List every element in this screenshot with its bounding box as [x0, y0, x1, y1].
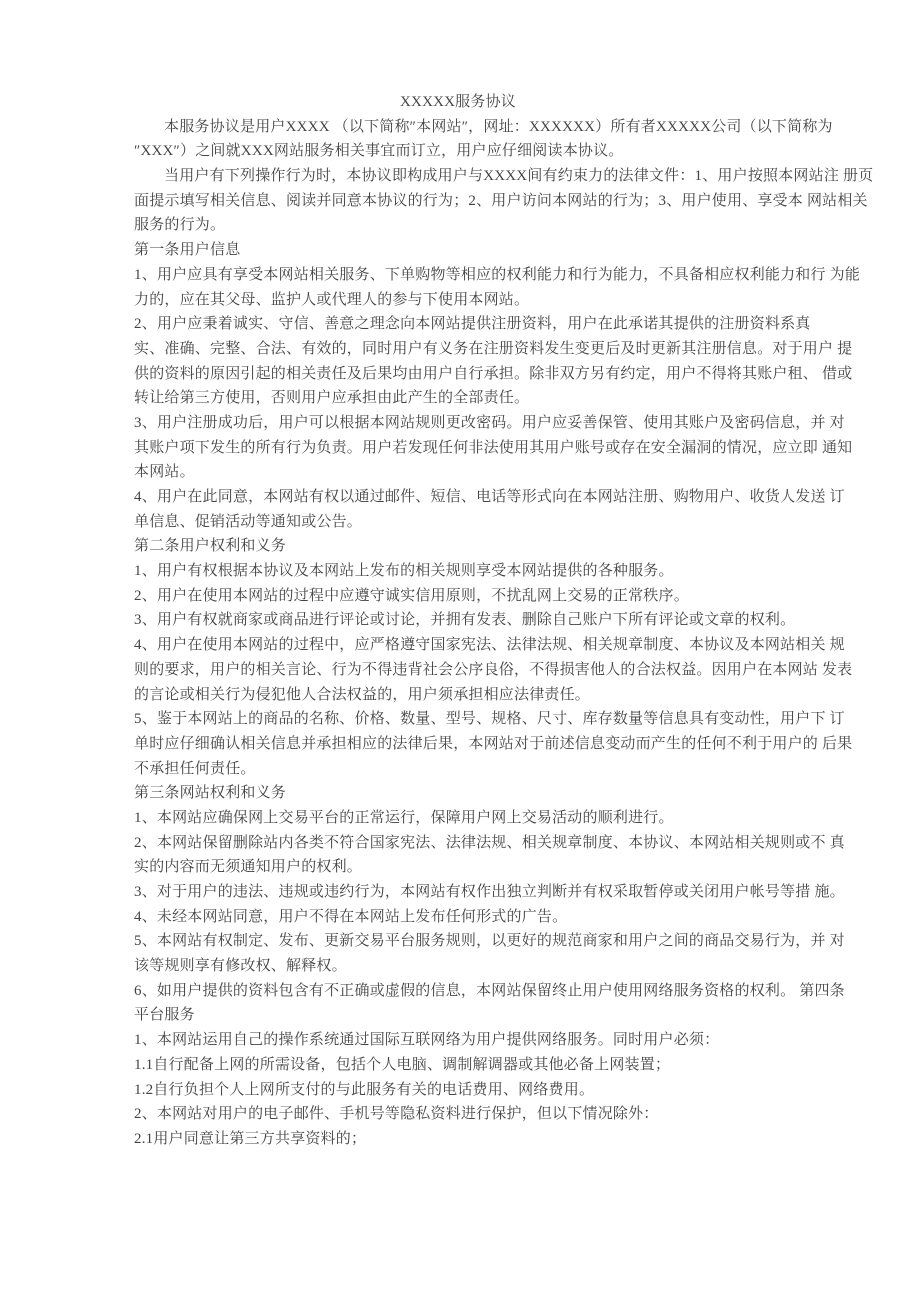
- text-line: 供的资料的原因引起的相关责任及后果均由用户自行承担。除非双方另有约定，用户不得将其账户租、 借或: [134, 365, 853, 382]
- text-line: 2、本网站对用户的电子邮件、手机号等隐私资料进行保护，但以下情况除外：: [134, 1106, 659, 1123]
- text-line: 4、用户在此同意，本网站有权以通过邮件、短信、电话等形式向在本网站注册、购物用户、收货人发送 订: [134, 489, 845, 505]
- text-line: 4、未经本网站同意，用户不得在本网站上发布任何形式的广告。: [134, 908, 568, 925]
- text-line: 单信息、促销活动等通知或公告。: [134, 513, 363, 530]
- text-line: 1、用户有权根据本协议及本网站上发布的相关规则享受本网站提供的各种服务。: [134, 563, 674, 580]
- text-line: 其账户项下发生的所有行为负责。用户若发现任何非法使用其用户账号或存在安全漏洞的情况，应立即 通知: [134, 439, 853, 456]
- text-line: 1.2自行负担个人上网所支付的与此服务有关的电话费用、网络费用。: [134, 1081, 595, 1098]
- text-line: 本服务协议是用户XXXX （以下简称″本网站″，网址：XXXXXX）所有者XXXXX公司（以下简称为: [164, 118, 833, 135]
- text-line: ″XXX″）之间就XXX网站服务相关事宜而订立，用户应仔细阅读本协议。: [134, 143, 624, 160]
- text-line: 第三条网站权利和义务: [134, 785, 287, 802]
- text-line: 则的要求，用户的相关言论、行为不得违背社会公序良俗，不得损害他人的合法权益。因用户在本网站 发表: [134, 661, 853, 678]
- agreement-document: [134, 90, 874, 1152]
- text-line: 1、用户应具有享受本网站相关服务、下单购物等相应的权利能力和行为能力，不具备相应权利能力和行 为能: [134, 266, 861, 283]
- text-line: 6、如用户提供的资料包含有不正确或虚假的信息，本网站保留终止用户使用网络服务资格的权利。 第四条: [134, 982, 845, 999]
- text-line: 平台服务: [134, 1007, 195, 1024]
- text-line: 5、本网站有权制定、发布、更新交易平台服务规则，以更好的规范商家和用户之间的商品交易行为，并 对: [134, 933, 845, 950]
- text-line: 当用户有下列操作行为时，本协议即构成用户与XXXX间有约束力的法律文件：1、用户按照本网站注 册页: [164, 168, 874, 185]
- text-line: 单时应仔细确认相关信息并承担相应的法律后果，本网站对于前述信息变动而产生的任何不利于用户的 后果: [134, 735, 853, 752]
- text-line: 2、用户应秉着诚实、守信、善意之理念向本网站提供注册资料，用户在此承诺其提供的注册资料系真: [134, 316, 811, 333]
- text-line: 的言论或相关行为侵犯他人合法权益的，用户须承担相应法律责任。: [134, 686, 591, 703]
- text-line: 1.1自行配备上网的所需设备，包括个人电脑、调制解调器或其他必备上网装置；: [134, 1056, 671, 1073]
- document-title: XXXXX服务协议: [400, 94, 516, 110]
- text-line: 3、用户注册成功后，用户可以根据本网站规则更改密码。用户应妥善保管、使用其账户及密码信息，并 对: [134, 414, 845, 431]
- text-line: 本网站。: [134, 464, 195, 481]
- text-line: 力的，应在其父母、监护人或代理人的参与下使用本网站。: [134, 291, 530, 308]
- text-line: 面提示填写相关信息、阅读并同意本协议的行为；2、用户访问本网站的行为；3、用户使用、享受本 网站相关: [134, 192, 868, 209]
- text-line: 该等规则享有修改权、解释权。: [134, 958, 347, 975]
- text-line: 转让给第三方使用，否则用户应承担由此产生的全部责任。: [134, 390, 530, 407]
- text-line: 实、准确、完整、合法、有效的，同时用户有义务在注册资料发生变更后及时更新其注册信息。对于用户 提: [134, 340, 853, 357]
- text-line: 1、本网站运用自己的操作系统通过国际互联网络为用户提供网络服务。同时用户必须：: [134, 1032, 720, 1049]
- text-line: 2、用户在使用本网站的过程中应遵守诚实信用原则，不扰乱网上交易的正常秩序。: [134, 587, 689, 604]
- text-line: 第二条用户权利和义务: [134, 538, 287, 555]
- text-line: 第一条用户信息: [134, 242, 241, 259]
- text-line: 3、对于用户的违法、违规或违约行为，本网站有权作出独立判断并有权采取暂停或关闭用户帐号等措 施。: [134, 884, 845, 900]
- text-line: 不承担任何责任。: [134, 760, 256, 777]
- text-line: 4、用户在使用本网站的过程中，应严格遵守国家宪法、法律法规、相关规章制度、本协议及本网站相关 规: [134, 637, 845, 654]
- text-line: 实的内容而无须通知用户的权利。: [134, 859, 363, 876]
- text-line: 2、本网站保留删除站内各类不符合国家宪法、法律法规、相关规章制度、本协议、本网站相关规则或不 真: [134, 834, 845, 851]
- text-line: 2.1用户同意让第三方共享资料的；: [134, 1130, 367, 1147]
- text-line: 3、用户有权就商家或商品进行评论或讨论，并拥有发表、删除自己账户下所有评论或文章的权利。: [134, 612, 796, 629]
- text-line: 5、鉴于本网站上的商品的名称、价格、数量、型号、规格、尺寸、库存数量等信息具有变动性，用户下 订: [134, 711, 845, 728]
- text-line: 1、本网站应确保网上交易平台的正常运行，保障用户网上交易活动的顺利进行。: [134, 809, 674, 826]
- document-body: [134, 115, 874, 1152]
- text-line: 服务的行为。: [134, 217, 226, 234]
